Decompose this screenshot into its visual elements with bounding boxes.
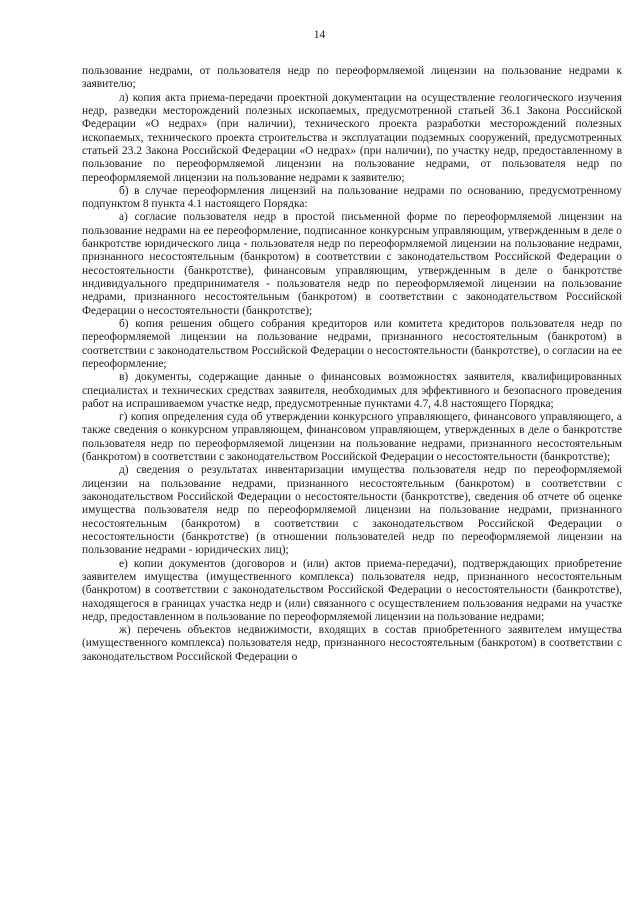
- paragraph-continuation: пользование недрами, от пользователя недр по переоформляемой лицензии на пользование недрами к заявителю;: [82, 65, 622, 91]
- paragraph-subitem-zh: ж) перечень объектов недвижимости, входящих в состав приобретенного заявителем имущества (имущественного комплекса) пользователя недр, признанного несостоятельным (банкротом) в соответствии с законодательством Российской Федерации о: [82, 624, 622, 663]
- page-number: 14: [313, 29, 326, 41]
- document-body: [82, 65, 622, 664]
- paragraph-subitem-d: д) сведения о результатах инвентаризации имущества пользователя недр по переоформляемой лицензии на пользование недрами, признанного несостоятельным (банкротом) в соответствии с законодательством Российской Федерации о несостоятельности (банкротстве), сведения об отчете об оценке имущества пользователя недр по переоформляемой лицензии на пользование недрами, признанного несостоятельным (банкротом) в соответствии с законодательством Российской Федерации о несостоятельности (банкротстве) (в отношении пользователей недр по переоформляемой лицензии на пользование недрами - юридических лиц);: [82, 464, 622, 557]
- paragraph-item-b-case: б) в случае переоформления лицензий на пользование недрами по основанию, предусмотренному подпунктом 8 пункта 4.1 настоящего Порядка:: [82, 184, 622, 211]
- paragraph-item-l: л) копия акта приема-передачи проектной документации на осуществление геологического изучения недр, разведки месторождений полезных ископаемых, предусмотренной статьей 36.1 Закона Российской Федерации «О недрах» (при наличии), технического проекта разработки месторождений полезных ископаемых, технического проекта строительства и эксплуатации подземных сооружений, предусмотренных статьей 23.2 Закона Российской Федерации «О недрах» (при наличии), по участку недр, предоставленному в пользование по переоформляемой лицензии на пользование недрами, от пользователя недр по переоформляемой лицензии на пользование недрами к заявителю;: [82, 91, 622, 184]
- paragraph-subitem-a: а) согласие пользователя недр в простой письменной форме по переоформляемой лицензии на пользование недрами на ее переоформление, подписанное конкурсным управляющим, утвержденным в деле о банкротстве юридического лица - пользователя недр по переоформляемой лицензии на пользование недрами, признанного несостоятельным (банкротом) в соответствии с законодательством Российской Федерации о несостоятельности (банкротстве), финансовым управляющим, утвержденным в деле о банкротстве индивидуального предпринимателя - пользователя недр по переоформляемой лицензии на пользование недрами, признанного несостоятельным (банкротом) в соответствии с законодательством Российской Федерации о несостоятельности (банкротстве);: [82, 211, 622, 317]
- paragraph-subitem-v: в) документы, содержащие данные о финансовых возможностях заявителя, квалифицированных специалистах и технических средствах заявителя, необходимых для эффективного и безопасного проведения работ на испрашиваемом участке недр, предусмотренные пунктами 4.7, 4.8 настоящего Порядка;: [82, 371, 622, 410]
- paragraph-subitem-g: г) копия определения суда об утверждении конкурсного управляющего, финансового управляющего, а также сведения о конкурсном управляющем, финансовом управляющем, утвержденных в деле о банкротстве пользователя недр по переоформляемой лицензии на пользование недрами, признанного несостоятельным (банкротом) в соответствии с законодательством Российской Федерации о несостоятельности (банкротстве);: [82, 411, 622, 464]
- paragraph-subitem-b: б) копия решения общего собрания кредиторов или комитета кредиторов пользователя недр по переоформляемой лицензии на пользование недрами, признанного несостоятельным (банкротом) в соответствии с законодательством Российской Федерации о несостоятельности (банкротстве), о согласии на ее переоформление;: [82, 317, 622, 370]
- paragraph-subitem-e: е) копии документов (договоров и (или) актов приема-передачи), подтверждающих приобретение заявителем имущества (имущественного комплекса) пользователя недр, признанного несостоятельным (банкротом) в соответствии с законодательством Российской Федерации о несостоятельности (банкротстве), находящегося в границах участка недр и (или) связанного с осуществлением пользования недрами на участке недр, предоставленном в пользование по переоформляемой лицензии на пользование недрами;: [82, 557, 622, 623]
